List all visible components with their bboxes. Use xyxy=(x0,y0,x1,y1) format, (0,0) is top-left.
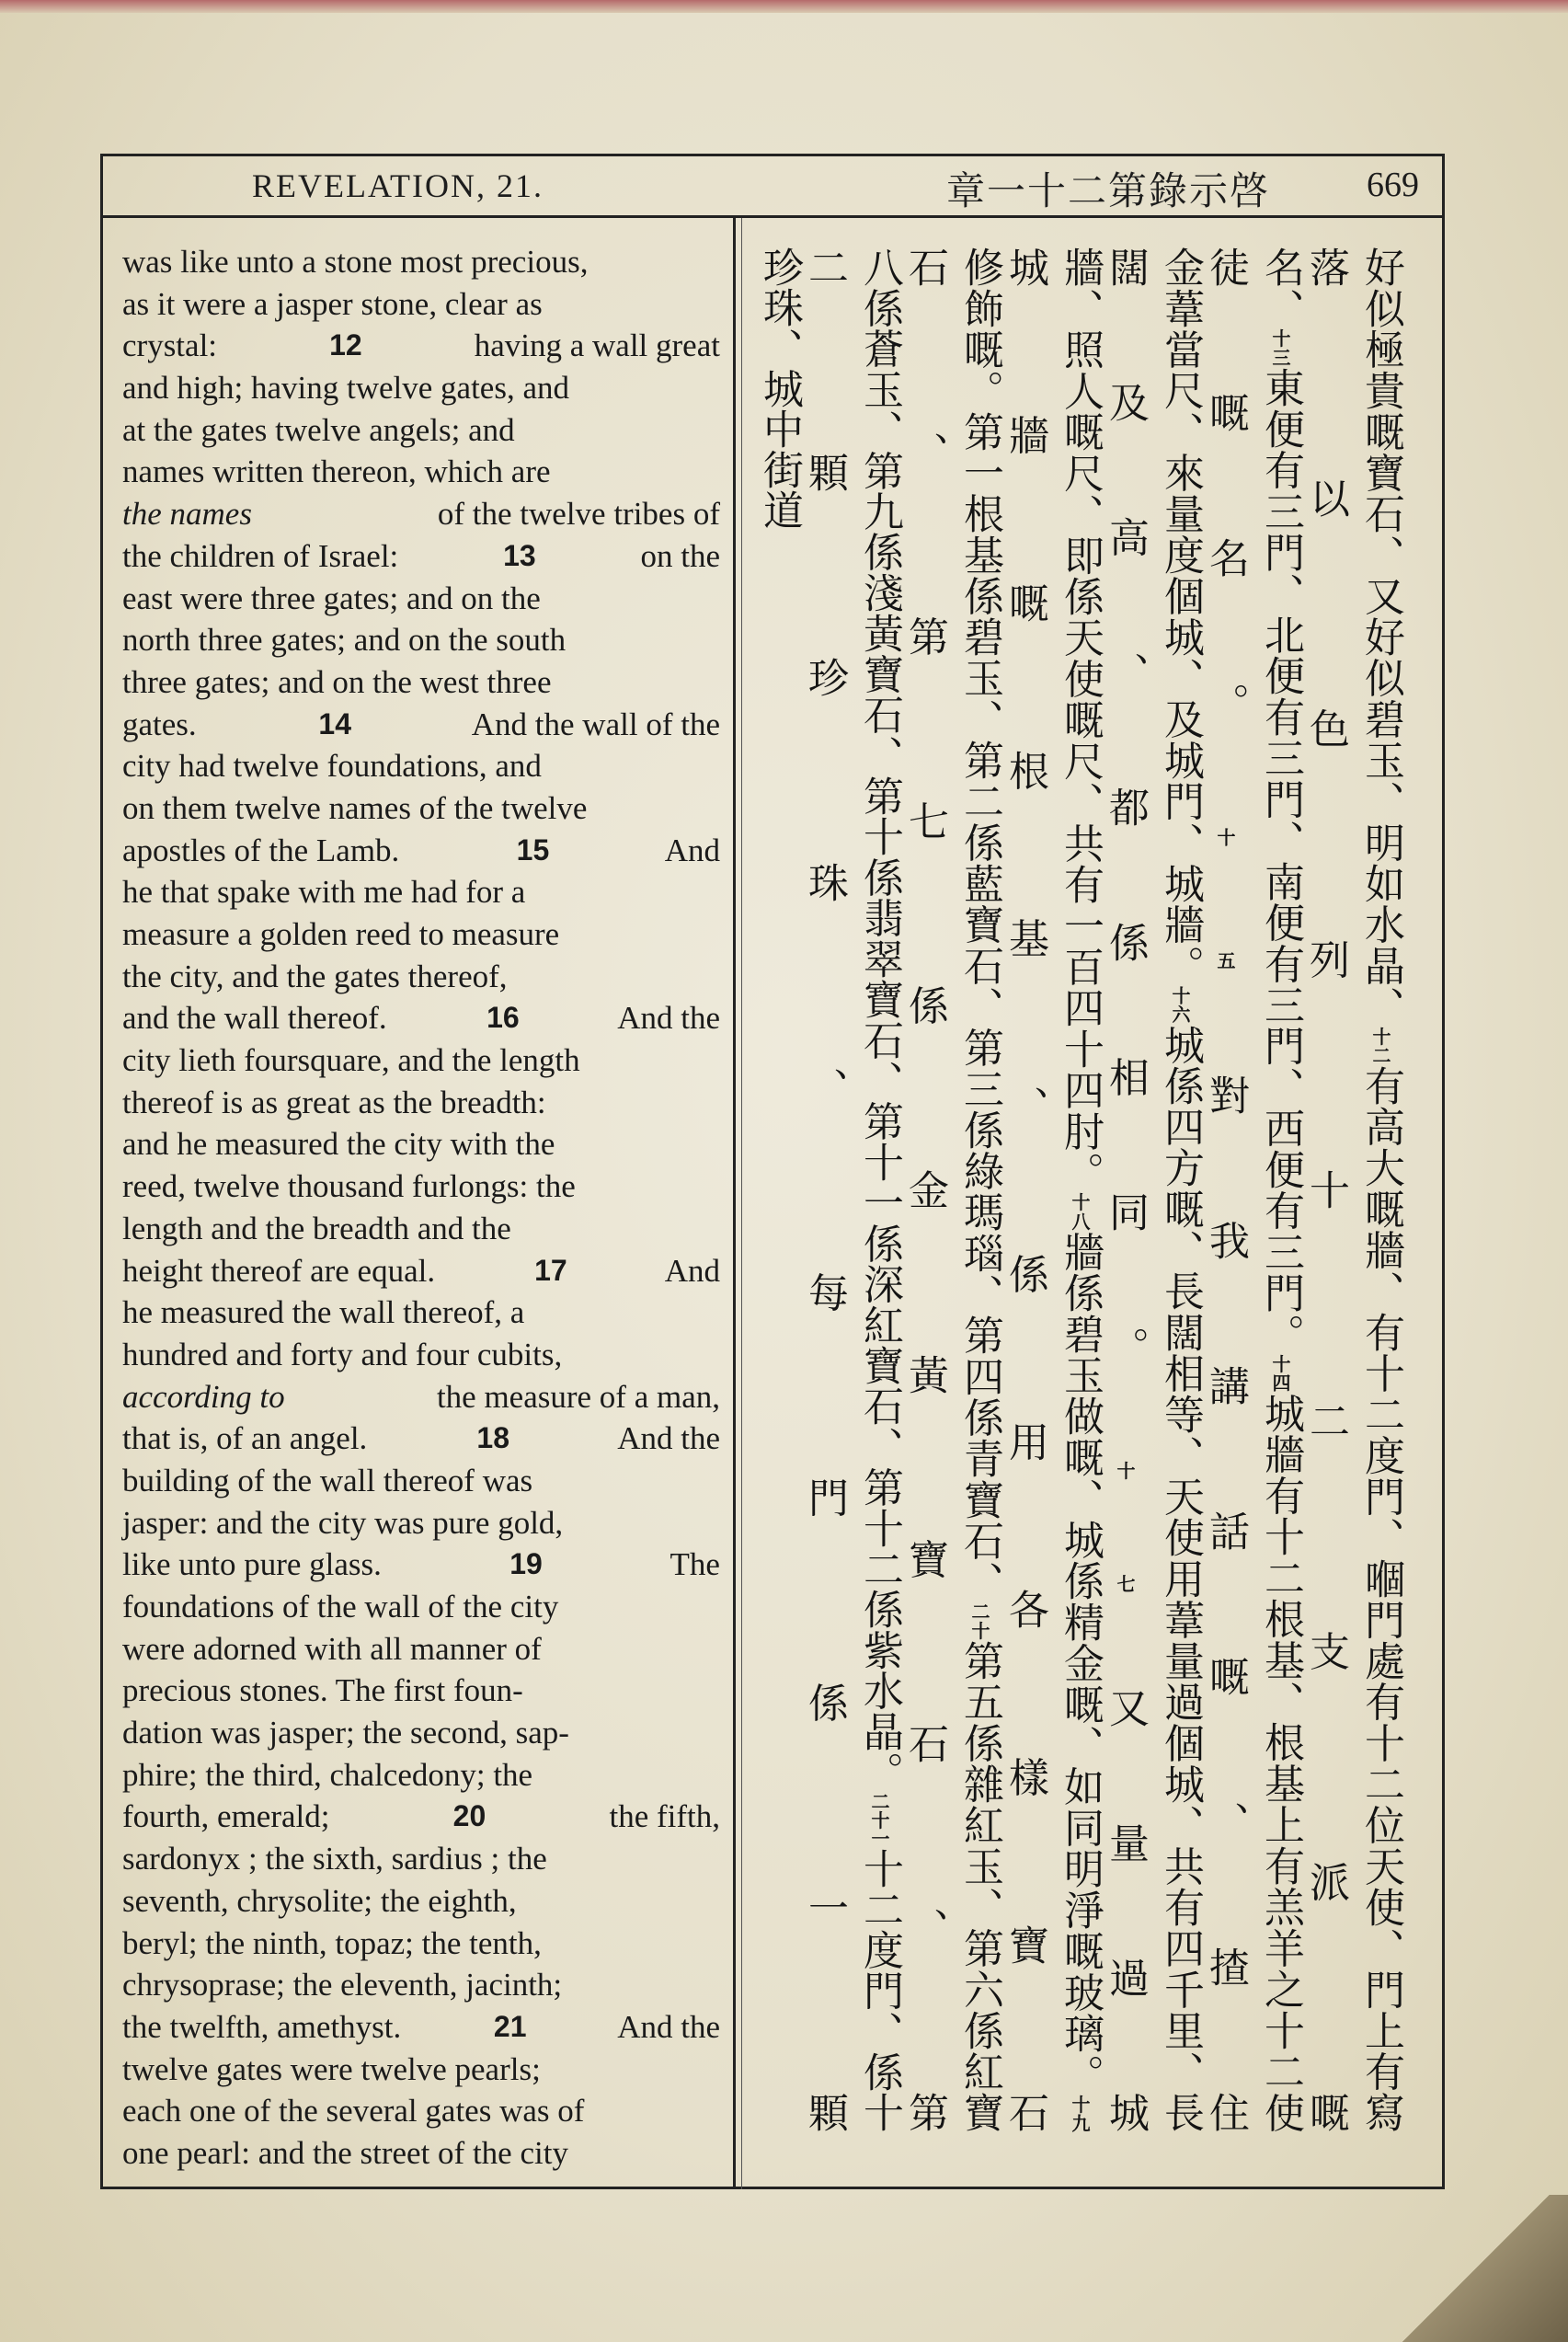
text-segment: 八係蒼玉、第九係淺黃寶石、第十係翡翠寶石、第十一係深紅寶石、第十二係紫水晶。 xyxy=(856,247,903,1793)
text-segment: crystal: xyxy=(122,327,225,364)
text-segment: and the wall thereof. xyxy=(122,1000,395,1037)
verse-number: 十二 xyxy=(1369,1027,1391,1065)
text-segment: sardonyx ; the sixth, sardius ; the xyxy=(122,1841,547,1877)
text-line xyxy=(122,956,720,998)
text-segment: one pearl: and the street of the city xyxy=(122,2134,568,2171)
text-line xyxy=(122,1964,720,2006)
chinese-text-line xyxy=(751,247,807,2132)
italic-text: according to xyxy=(122,1378,285,1415)
text-segment: chrysoprase; the eleventh, jacinth; xyxy=(122,1967,563,2003)
column-divider-thin xyxy=(741,218,742,2189)
chinese-text-line xyxy=(901,247,1007,2133)
text-segment: phire; the third, chalcedony; the xyxy=(122,1756,533,1793)
verse-number: 16 xyxy=(486,1001,520,1035)
text-segment: 名、 xyxy=(1257,247,1304,329)
text-segment: having a wall great xyxy=(465,327,720,364)
text-line xyxy=(122,1838,720,1880)
text-line xyxy=(122,1123,720,1165)
text-segment: as it were a jasper stone, clear as xyxy=(122,285,543,322)
text-line xyxy=(122,1082,720,1124)
text-line xyxy=(122,493,720,535)
text-segment: precious stones. The first foun- xyxy=(122,1672,523,1709)
text-segment: jasper: and the city was pure gold, xyxy=(122,1504,564,1541)
text-segment: 牆、照人嘅尺、即係天使嘅尺、共有一百四十四肘。 xyxy=(1057,247,1104,1193)
text-segment: that is, of an angel. xyxy=(122,1420,376,1457)
text-segment: were adorned with all manner of xyxy=(122,1630,542,1667)
text-segment: names written thereon, which are xyxy=(122,453,551,490)
verse-number: 十九 xyxy=(1069,2095,1091,2133)
text-segment: And the xyxy=(611,2008,720,2045)
text-segment: foundations of the wall of the city xyxy=(122,1589,559,1624)
text-segment: the twelfth, amethyst. xyxy=(122,2008,410,2045)
text-segment: And the xyxy=(611,1420,720,1457)
verse-number: 13 xyxy=(503,538,536,572)
text-line xyxy=(122,325,720,367)
text-segment: twelve gates were twelve pearls; xyxy=(122,2050,541,2087)
verse-number: 18 xyxy=(476,1421,510,1455)
text-line xyxy=(122,830,720,872)
text-line xyxy=(122,1880,720,1923)
chinese-text-column xyxy=(754,247,1435,2141)
page-number: 669 xyxy=(1367,166,1419,204)
text-line xyxy=(122,1165,720,1208)
text-segment: on the xyxy=(632,537,720,574)
verse-number: 21 xyxy=(493,2009,527,2043)
text-segment: And the wall of the xyxy=(464,706,720,742)
verse-number: 二十一 xyxy=(868,1792,890,1848)
text-segment: thereof is as great as the breadth: xyxy=(122,1084,546,1120)
text-segment: east were three gates; and on the xyxy=(122,580,541,616)
text-segment: city had twelve foundations, and xyxy=(122,748,542,785)
text-segment: three gates; and on the west three xyxy=(122,663,552,700)
text-segment: he measured the wall thereof, a xyxy=(122,1294,525,1331)
text-line xyxy=(122,2006,720,2049)
verse-number: 19 xyxy=(509,1547,543,1581)
text-segment: fourth, emerald; xyxy=(122,1798,338,1835)
text-segment: The xyxy=(662,1546,720,1583)
text-line xyxy=(122,1670,720,1712)
text-segment: 城牆有十二根基、根基上有羔羊之十二使徒嘅名。 xyxy=(1202,247,1304,2133)
text-line xyxy=(122,871,720,913)
text-line xyxy=(122,1754,720,1797)
verse-number: 十六 xyxy=(1169,985,1191,1025)
chinese-text-line xyxy=(1302,247,1408,2133)
verse-number: 二十 xyxy=(968,1602,990,1640)
text-segment: 對我講話嘅、揸住 xyxy=(1202,1074,1249,2132)
text-line xyxy=(122,1292,720,1334)
text-segment: the city, and the gates thereof, xyxy=(122,958,508,994)
text-segment: beryl; the ninth, topaz; the tenth, xyxy=(122,1924,542,1961)
text-line xyxy=(122,2090,720,2132)
verse-number: 十七 xyxy=(1114,1461,1136,1687)
chinese-text-line xyxy=(1102,247,1207,2133)
text-segment: 城係四方嘅、長闊相等、天使用葦量過個城、共有四千里、長闊及高、都係相同。 xyxy=(1102,247,1204,2133)
verse-number: 12 xyxy=(329,328,362,362)
text-line xyxy=(122,1334,720,1376)
text-segment: city lieth foursquare, and the length xyxy=(122,1042,580,1079)
text-line xyxy=(122,1796,720,1838)
text-segment: was like unto a stone most precious, xyxy=(122,244,589,280)
text-segment: seventh, chrysolite; the eighth, xyxy=(122,1882,517,1919)
verse-number: 十五 xyxy=(1214,828,1236,1074)
text-segment: the measure of a man, xyxy=(429,1378,720,1415)
page-top-edge xyxy=(0,0,1568,13)
column-divider xyxy=(733,218,736,2189)
text-line xyxy=(122,535,720,578)
text-segment: 有高大嘅牆、有十二度門、嗰門處有十二位天使、門上有寫落以色列十二支派嘅 xyxy=(1302,247,1404,2133)
text-line xyxy=(122,745,720,787)
text-line xyxy=(122,1712,720,1754)
text-segment: 珍珠、城中街道 xyxy=(756,247,803,530)
chinese-text-line xyxy=(1202,247,1308,2133)
text-line xyxy=(122,704,720,746)
text-segment: 金葦當尺、來量度個城、及城門、城牆。 xyxy=(1157,247,1204,986)
text-line xyxy=(122,283,720,326)
text-segment: 牆係碧玉做嘅、城係精金嘅、如同明淨嘅玻璃。 xyxy=(1057,1231,1104,2095)
text-segment: north three gates; and on the south xyxy=(122,622,567,659)
text-segment: 城牆嘅根基、係用各樣寶石 xyxy=(1001,247,1048,2132)
italic-text: the names xyxy=(122,496,252,533)
header-book-chapter: REVELATION, 21. xyxy=(252,167,544,204)
text-segment: 東便有三門、北便有三門、南便有三門、西便有三門。 xyxy=(1257,366,1304,1355)
text-segment: length and the breadth and the xyxy=(122,1210,511,1246)
text-line xyxy=(122,1376,720,1418)
text-line xyxy=(122,787,720,830)
text-line xyxy=(122,2132,720,2175)
text-line xyxy=(122,2049,720,2091)
text-line xyxy=(122,1208,720,1250)
text-line xyxy=(122,913,720,956)
text-segment: each one of the several gates was of xyxy=(122,2093,585,2130)
text-segment: the children of Israel: xyxy=(122,537,407,574)
text-line xyxy=(122,1250,720,1292)
text-segment: of the twelve tribes of xyxy=(429,496,720,533)
text-segment: apostles of the Lamb. xyxy=(122,832,408,868)
english-text-column xyxy=(122,241,720,2175)
verse-number: 十八 xyxy=(1069,1192,1091,1232)
text-line xyxy=(122,1039,720,1082)
text-line xyxy=(122,997,720,1039)
verse-number: 20 xyxy=(452,1799,486,1833)
text-segment: the fifth, xyxy=(601,1798,720,1835)
text-line xyxy=(122,1418,720,1460)
text-segment: 又量過城 xyxy=(1102,1686,1149,2133)
text-segment: building of the wall thereof was xyxy=(122,1462,533,1498)
text-segment: and high; having twelve gates, and xyxy=(122,370,569,407)
text-segment: reed, twelve thousand furlongs: the xyxy=(122,1168,576,1205)
text-segment: 修飾嘅。第一根基係碧玉、第二係藍寶石、第三係綠瑪瑙、第四係青寶石、 xyxy=(956,247,1003,1602)
text-segment: he that spake with me had for a xyxy=(122,874,526,911)
text-line xyxy=(122,451,720,493)
text-segment: 好似極貴嘅寶石、又好似碧玉、明如水晶、 xyxy=(1357,247,1404,1027)
text-line xyxy=(122,1628,720,1670)
text-segment: on them twelve names of the twelve xyxy=(122,789,588,826)
text-segment: And xyxy=(658,1252,720,1289)
page-corner-curl xyxy=(1384,2195,1568,2342)
text-segment: And xyxy=(658,832,720,868)
text-line xyxy=(122,409,720,452)
text-segment: like unto pure glass. xyxy=(122,1546,390,1583)
chinese-text-line xyxy=(1001,247,1107,2133)
text-line xyxy=(122,619,720,661)
verse-number: 15 xyxy=(516,832,550,867)
text-line xyxy=(122,661,720,704)
text-segment: measure a golden reed to measure xyxy=(122,916,560,952)
text-line xyxy=(122,1544,720,1586)
text-segment: dation was jasper; the second, sap- xyxy=(122,1715,569,1751)
verse-number: 17 xyxy=(534,1253,567,1287)
header-chinese-title: 啓示錄第二十一章 xyxy=(946,168,1271,213)
text-segment: at the gates twelve angels; and xyxy=(122,411,515,448)
text-segment: height thereof are equal. xyxy=(122,1252,443,1289)
chinese-text-line xyxy=(801,247,907,2133)
text-line xyxy=(122,1586,720,1628)
text-segment: And the xyxy=(611,1000,720,1037)
text-line xyxy=(122,1460,720,1502)
text-segment: 第五係雜紅玉、第六係紅寶石、第七係金黃寶石、第 xyxy=(901,247,1003,2133)
text-segment: 十二度門、係十二顆珍珠、每門係一顆 xyxy=(801,247,903,2133)
text-line xyxy=(122,1923,720,1965)
text-line xyxy=(122,1502,720,1544)
text-line xyxy=(122,578,720,620)
text-segment: gates. xyxy=(122,706,205,742)
verse-number: 十四 xyxy=(1269,1354,1291,1393)
text-line xyxy=(122,241,720,283)
text-line xyxy=(122,367,720,409)
text-segment: hundred and forty and four cubits, xyxy=(122,1336,563,1372)
running-header xyxy=(100,154,1445,218)
verse-number: 14 xyxy=(318,706,351,740)
verse-number: 十三 xyxy=(1269,328,1291,367)
text-segment: and he measured the city with the xyxy=(122,1126,555,1163)
